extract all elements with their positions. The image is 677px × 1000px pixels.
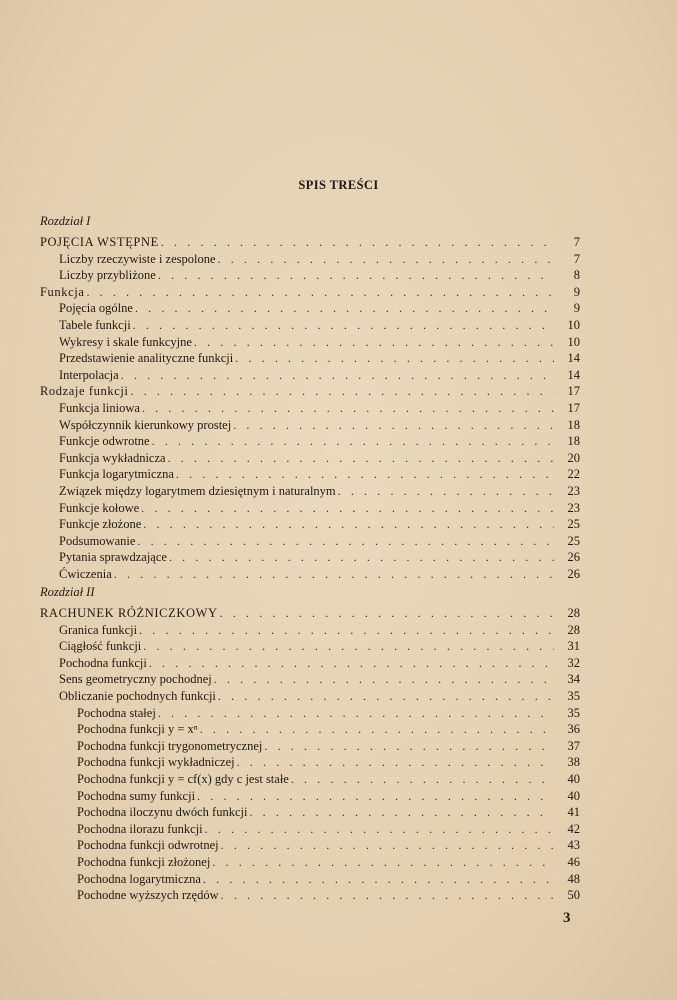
dot-leader: [203, 872, 554, 887]
toc-entry-page: 40: [567, 788, 580, 803]
toc-entry-title: RACHUNEK RÓŻNICZKOWY: [40, 606, 218, 620]
dot-leader: [221, 838, 554, 853]
dot-leader: [168, 451, 554, 466]
dot-leader: [143, 639, 554, 654]
toc-entry-title: Pochodna funkcji y = cf(x) gdy c jest stałe: [77, 771, 289, 786]
chapter-label: Rozdział II: [40, 585, 95, 599]
toc-entry: [40, 550, 580, 567]
toc-entry-page: 20: [567, 450, 580, 465]
toc-entry: [40, 623, 580, 640]
toc-entry: [40, 434, 580, 451]
toc-entry: [40, 606, 580, 623]
toc-entry-title: Granica funkcji: [59, 622, 138, 637]
toc-entry: [40, 368, 580, 385]
toc-entry: [40, 888, 580, 905]
toc-entry: [40, 335, 580, 352]
toc-entry: [40, 822, 580, 839]
toc-entry-page: 14: [567, 351, 580, 366]
toc-entry-title: Funkcja: [40, 284, 85, 299]
toc-entry-page: 41: [567, 805, 580, 820]
toc-entry: [40, 755, 580, 772]
dot-leader: [214, 672, 554, 687]
toc-chapter-1: [40, 235, 580, 583]
dot-leader: [221, 888, 554, 903]
toc-entry-title: Ćwiczenia: [59, 566, 112, 581]
dot-leader: [218, 689, 554, 704]
dot-leader: [131, 384, 555, 399]
toc-entry-page: 8: [573, 268, 580, 283]
toc-entry-title: Interpolacja: [59, 367, 119, 382]
toc-entry-title: Pochodna iloczynu dwóch funkcji: [77, 805, 248, 820]
dot-leader: [200, 722, 554, 737]
toc-entry: [40, 722, 580, 739]
dot-leader: [143, 517, 554, 532]
toc-entry-page: 42: [567, 821, 580, 836]
dot-leader: [158, 268, 554, 283]
toc-entry-page: 23: [567, 483, 580, 498]
dot-leader: [176, 467, 554, 482]
toc-entry-title: Pochodna funkcji trygonometrycznej: [77, 738, 263, 753]
toc-entry: [40, 872, 580, 889]
toc-entry-page: 17: [567, 400, 580, 415]
dot-leader: [264, 739, 554, 754]
toc-entry-page: 46: [567, 854, 580, 869]
dot-leader: [169, 550, 554, 565]
toc-entry: [40, 301, 580, 318]
toc-entry-page: 26: [567, 550, 580, 565]
toc-entry-page: 40: [567, 771, 580, 786]
toc-entry-title: Liczby rzeczywiste i zespolone: [59, 251, 216, 266]
dot-leader: [197, 789, 554, 804]
toc-entry-title: Pochodna logarytmiczna: [77, 871, 201, 886]
dot-leader: [141, 501, 554, 516]
toc-entry: [40, 639, 580, 656]
toc-entry: [40, 285, 580, 302]
toc-entry-title: Liczby przybliżone: [59, 268, 156, 283]
toc-entry-page: 48: [567, 871, 580, 886]
toc-entry-page: 9: [573, 301, 580, 316]
toc-entry: [40, 517, 580, 534]
toc-entry: [40, 252, 580, 269]
toc-entry: [40, 772, 580, 789]
toc-entry-page: 43: [567, 838, 580, 853]
page-number: 3: [563, 910, 571, 926]
toc-entry: [40, 384, 580, 401]
toc-entry-title: Funkcja liniowa: [59, 400, 140, 415]
toc-entry-title: Funkcje kołowe: [59, 500, 140, 515]
toc-entry-page: 50: [567, 888, 580, 903]
toc-entry-title: Przedstawienie analityczne funkcji: [59, 351, 234, 366]
toc-entry-title: Pochodna funkcji: [59, 655, 147, 670]
toc-entry-page: 23: [567, 500, 580, 515]
toc-entry-title: Ciągłość funkcji: [59, 639, 142, 654]
toc-entry: [40, 838, 580, 855]
toc-entry-page: 34: [567, 672, 580, 687]
toc-entry-title: Podsumowanie: [59, 533, 136, 548]
toc-entry: [40, 235, 580, 252]
toc-entry: [40, 706, 580, 723]
dot-leader: [121, 368, 554, 383]
toc-entry-title: Pochodna ilorazu funkcji: [77, 821, 203, 836]
dot-leader: [249, 805, 554, 820]
toc-entry-page: 35: [567, 705, 580, 720]
toc-entry-page: 32: [567, 655, 580, 670]
dot-leader: [139, 623, 554, 638]
dot-leader: [158, 706, 554, 721]
toc-entry-page: 14: [567, 367, 580, 382]
toc-entry-page: 25: [567, 517, 580, 532]
toc-entry-page: 7: [573, 235, 580, 249]
toc-entry-title: Pochodna funkcji odwrotnej: [77, 838, 219, 853]
toc-entry-page: 10: [567, 334, 580, 349]
toc-entry: [40, 805, 580, 822]
dot-leader: [149, 656, 554, 671]
toc-entry: [40, 739, 580, 756]
toc-entry: [40, 318, 580, 335]
dot-leader: [235, 351, 554, 366]
toc-entry-title: Sens geometryczny pochodnej: [59, 672, 212, 687]
chapter-label: Rozdział I: [40, 214, 91, 228]
dot-leader: [152, 434, 554, 449]
toc-entry-title: Wykresy i skale funkcyjne: [59, 334, 192, 349]
toc-entry-page: 36: [567, 722, 580, 737]
toc-entry-title: Tabele funkcji: [59, 317, 131, 332]
toc-entry: [40, 534, 580, 551]
toc-entry-page: 25: [567, 533, 580, 548]
toc-entry-page: 18: [567, 417, 580, 432]
dot-leader: [218, 252, 554, 267]
dot-leader: [137, 534, 554, 549]
dot-leader: [142, 401, 554, 416]
toc-entry: [40, 567, 580, 584]
toc-entry-title: Funkcja logarytmiczna: [59, 467, 174, 482]
dot-leader: [194, 335, 554, 350]
toc-entry: [40, 501, 580, 518]
dot-leader: [338, 484, 554, 499]
toc-entry-page: 18: [567, 434, 580, 449]
toc-entry-page: 37: [567, 738, 580, 753]
toc-entry: [40, 401, 580, 418]
toc-entry: [40, 672, 580, 689]
dot-leader: [135, 301, 554, 316]
toc-entry-page: 28: [567, 622, 580, 637]
toc-chapter-2: [40, 606, 580, 905]
dot-leader: [233, 418, 554, 433]
dot-leader: [86, 285, 554, 300]
toc-entry-page: 35: [567, 688, 580, 703]
toc-entry: [40, 656, 580, 673]
toc-entry-page: 17: [567, 384, 580, 399]
page-title: SPIS TREŚCI: [298, 178, 379, 192]
dot-leader: [291, 772, 554, 787]
toc-entry: [40, 855, 580, 872]
toc-entry-title: Współczynnik kierunkowy prostej: [59, 417, 232, 432]
toc-entry: [40, 484, 580, 501]
toc-entry-page: 28: [567, 606, 580, 620]
dot-leader: [114, 567, 554, 582]
toc-entry-title: Pochodna sumy funkcji: [77, 788, 196, 803]
toc-entry-page: 38: [567, 755, 580, 770]
toc-entry: [40, 689, 580, 706]
toc-entry-page: 31: [567, 639, 580, 654]
toc-entry-title: Funkcje złożone: [59, 517, 142, 532]
toc-entry-title: Pojęcia ogólne: [59, 301, 133, 316]
toc-entry-title: Funkcja wykładnicza: [59, 450, 166, 465]
toc-entry-page: 9: [573, 284, 580, 299]
toc-entry: [40, 789, 580, 806]
dot-leader: [205, 822, 554, 837]
toc-entry-page: 22: [567, 467, 580, 482]
toc-entry-title: Pochodne wyższych rzędów: [77, 888, 219, 903]
toc-entry: [40, 451, 580, 468]
toc-entry: [40, 268, 580, 285]
toc-entry-page: 26: [567, 566, 580, 581]
toc-entry-title: POJĘCIA WSTĘPNE: [40, 235, 159, 249]
dot-leader: [220, 606, 554, 621]
toc-entry-title: Pochodna funkcji y = xⁿ: [77, 722, 198, 737]
dot-leader: [237, 755, 554, 770]
toc-entry-title: Obliczanie pochodnych funkcji: [59, 688, 216, 703]
dot-leader: [161, 235, 554, 250]
toc-entry-title: Funkcje odwrotne: [59, 434, 150, 449]
toc-entry-title: Pochodna funkcji wykładniczej: [77, 755, 235, 770]
toc-entry: [40, 351, 580, 368]
toc-entry-page: 7: [573, 251, 580, 266]
toc-entry-title: Związek między logarytmem dziesiętnym i naturalnym: [59, 483, 336, 498]
toc-entry-title: Rodzaje funkcji: [40, 384, 129, 399]
toc-entry-title: Pochodna stałej: [77, 705, 156, 720]
toc-entry-title: Pytania sprawdzające: [59, 550, 167, 565]
dot-leader: [133, 318, 554, 333]
dot-leader: [212, 855, 554, 870]
toc-entry-page: 10: [567, 317, 580, 332]
toc-entry-title: Pochodna funkcji złożonej: [77, 854, 211, 869]
toc-entry: [40, 467, 580, 484]
toc-entry: [40, 418, 580, 435]
